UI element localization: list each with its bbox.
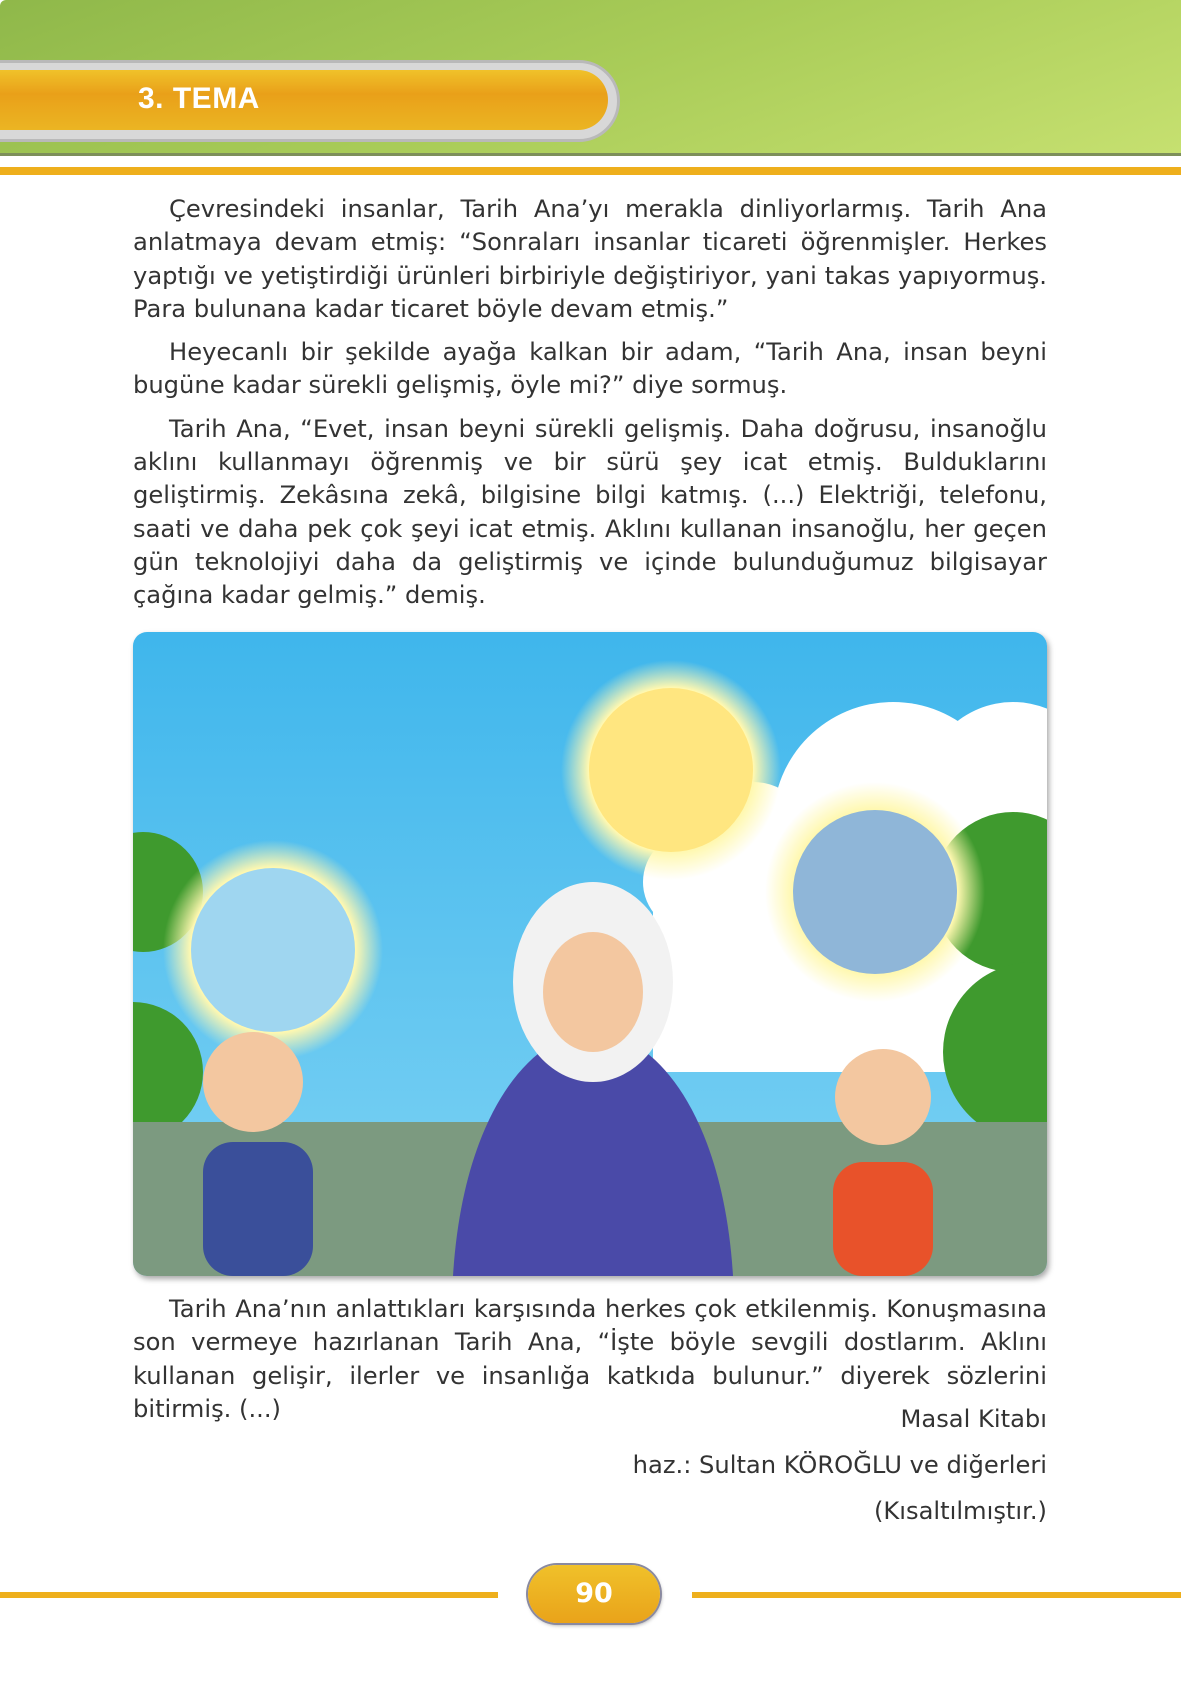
story-text-top [133,193,1047,623]
theme-label: 3. TEMA [138,82,260,115]
source-editor: haz.: Sultan KÖROĞLU ve diğerleri [632,1451,1047,1479]
source-note: (Kısaltılmıştır.) [873,1497,1047,1525]
paragraph: Heyecanlı bir şekilde ayağa kalkan bir adam, “Tarih Ana, insan beyni bugüne kadar sürekli gelişmiş, öyle mi?” diye sormuş. [133,338,1047,400]
thought-bubble-phone [163,840,383,1060]
paragraph: Çevresindeki insanlar, Tarih Ana’yı merakla dinliyorlarmış. Tarih Ana anlatmaya devam etmiş: “Sonraları insanlar ticareti öğrenmişler. Herkes yaptığı ve yetiştirdiği ürünleri birbiriyle değiştiriyor, yani takas yapıyormuş. Para bulunana kadar ticaret böyle devam etmiş.” [133,195,1047,323]
paragraph: Tarih Ana, “Evet, insan beyni sürekli gelişmiş. Daha doğrusu, insanoğlu aklını kullanmayı öğrenmiş ve bir sürü şey icat etmiş. Bulduklarını geliştirmiş. Zekâsına zekâ, bilgisine bilgi katmış. (...) Elektriği, telefonu, saati ve daha pek çok şeyi icat etmiş. Aklını kullanan insanoğlu, her geçen gün teknolojiyi daha da geliştirmiş ve içinde bulunduğumuz bilgisayar çağına kadar gelmiş.” demiş. [133,414,1047,610]
header-divider [0,167,1181,175]
page-number: 90 [528,1565,660,1623]
theme-tab [0,70,608,130]
boy-figure [203,1032,313,1276]
footer-line-left [0,1592,498,1598]
source-book: Masal Kitabı [900,1405,1047,1433]
paragraph: Tarih Ana’nın anlattıkları karşısında herkes çok etkilenmiş. Konuşmasına son vermeye hazırlanan Tarih Ana, “İşte böyle sevgili dostlarım. Aklını kullanan gelişir, ilerler ve insanlığa katkıda bulunur.” diyerek sözlerini bitirmiş. (...) [133,1295,1047,1423]
story-illustration [133,632,1047,1276]
thought-bubble-computer [765,782,985,1002]
footer-line-right [692,1592,1181,1598]
thought-bubble-tablet [561,660,781,880]
